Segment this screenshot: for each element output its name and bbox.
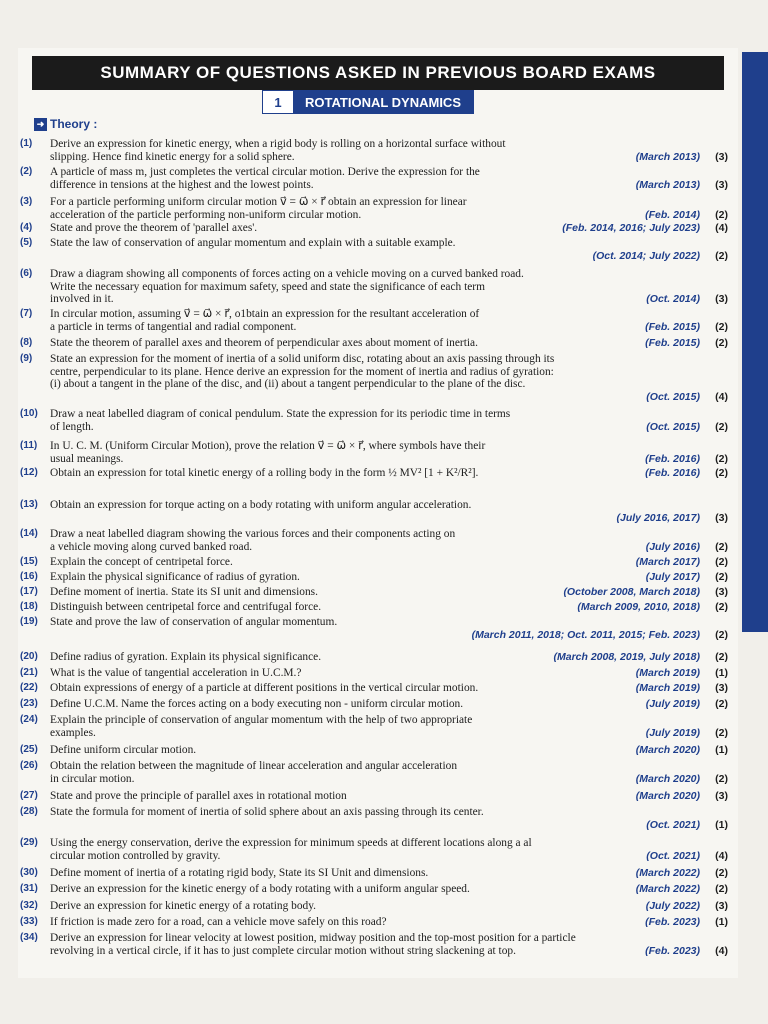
exam-source: (March 2020) (635, 790, 700, 802)
question-number: (28) (20, 806, 38, 817)
question-item (20, 806, 732, 831)
question-item (20, 867, 732, 880)
exam-source: (Feb. 2023) (645, 944, 700, 957)
question-line: centre, perpendicular to its plane. Hence derive an expression for the moment of inertia and radius of gyration: (50, 365, 554, 378)
marks-badge: (2) (715, 249, 728, 262)
question-item (20, 408, 732, 433)
marks-badge: (3) (715, 511, 728, 524)
question-line: a vehicle moving along curved banked road. (50, 540, 253, 553)
question-number: (14) (20, 528, 38, 539)
question-item (20, 499, 732, 524)
exam-source: (March 2017) (635, 556, 700, 568)
question-text (50, 440, 634, 465)
question-item (20, 556, 732, 569)
marks-badge: (2) (715, 726, 728, 739)
exam-source: (Feb. 2016) (645, 452, 700, 465)
question-line: Explain the physical significance of radius of gyration. (50, 571, 300, 583)
question-line: Explain the principle of conservation of angular momentum with the help of two appropriate (50, 714, 473, 726)
marks-badge: (1) (715, 744, 728, 756)
question-item (20, 308, 732, 333)
question-item (20, 760, 732, 785)
question-item (20, 837, 732, 862)
question-item (20, 268, 732, 306)
marks-badge: (4) (715, 390, 728, 403)
exam-source: (March 2022) (635, 867, 700, 879)
question-item (20, 353, 732, 403)
marks-badge: (2) (715, 571, 728, 583)
question-line: State and prove the theorem of 'parallel axes'. (50, 222, 258, 234)
question-text (50, 268, 634, 306)
question-number: (20) (20, 651, 38, 662)
question-text (50, 237, 634, 262)
question-line: In U. C. M. (Uniform Circular Motion), prove the relation v⃗ = ω⃗ × r⃗, where symbols have their (50, 440, 486, 452)
question-line: Derive an expression for the kinetic energy of a body rotating with a uniform angular speed. (50, 883, 470, 895)
question-item (20, 571, 732, 584)
question-item (20, 744, 732, 757)
marks-badge: (2) (715, 420, 728, 433)
question-text (50, 651, 634, 664)
exam-source: (March 2020) (635, 744, 700, 756)
marks-badge: (2) (715, 337, 728, 349)
exam-source: (Feb. 2015) (645, 320, 700, 333)
exam-source: (July 2022) (645, 900, 700, 912)
question-number: (21) (20, 667, 38, 678)
question-number: (13) (20, 499, 38, 510)
question-item (20, 714, 732, 739)
exam-source: (March 2009, 2010, 2018) (577, 601, 700, 613)
question-item (20, 196, 732, 221)
marks-badge: (3) (715, 900, 728, 912)
question-item (20, 586, 732, 599)
question-line: State the law of conservation of angular momentum and explain with a suitable example. (50, 237, 456, 249)
question-item (20, 166, 732, 191)
question-line (50, 819, 634, 832)
marks-badge: (2) (715, 208, 728, 221)
question-line (50, 250, 634, 263)
exam-source: (Feb. 2023) (645, 916, 700, 928)
question-line: (i) about a tangent in the plane of the disc, and (ii) about a tangent perpendicular to the plane of the disc. (50, 378, 526, 390)
question-text (50, 932, 634, 957)
question-text (50, 528, 634, 553)
question-line: slipping. Hence find kinetic energy for a solid sphere. (50, 150, 295, 163)
question-item (20, 138, 732, 163)
question-number: (30) (20, 867, 38, 878)
question-line: Define moment of inertia of a rotating rigid body, State its SI Unit and dimensions. (50, 867, 429, 879)
question-number: (10) (20, 408, 38, 419)
exam-source: (Oct. 2015) (646, 390, 700, 403)
question-text (50, 196, 634, 221)
exam-source: (Oct. 2014; July 2022) (592, 249, 700, 262)
question-line: Define U.C.M. Name the forces acting on a body executing non - uniform circular motion. (50, 698, 464, 710)
marks-badge: (4) (715, 222, 728, 234)
question-line: Obtain an expression for total kinetic energy of a rolling body in the form ½ MV² [1 + K²/R²]. (50, 467, 479, 479)
question-line: State and prove the law of conservation of angular momentum. (50, 616, 338, 628)
marks-badge: (3) (715, 150, 728, 163)
question-line: Obtain expressions of energy of a particle at different positions in the vertical circular motion. (50, 682, 479, 694)
question-number: (18) (20, 601, 38, 612)
question-text (50, 166, 634, 191)
question-line: Explain the concept of centripetal force. (50, 556, 233, 568)
exam-source: (March 2019) (635, 682, 700, 694)
question-number: (16) (20, 571, 38, 582)
question-text (50, 467, 634, 480)
exam-source: (Feb. 2014, 2016; July 2023) (562, 222, 700, 234)
chapter-heading (262, 90, 474, 114)
question-text (50, 499, 634, 524)
question-number: (5) (20, 237, 33, 248)
marks-badge: (2) (715, 772, 728, 785)
question-line: acceleration of the particle performing non-uniform circular motion. (50, 208, 362, 221)
question-line: State the theorem of parallel axes and theorem of perpendicular axes about moment of inertia. (50, 337, 478, 349)
question-line: Define uniform circular motion. (50, 744, 197, 756)
marks-badge: (2) (715, 467, 728, 479)
question-text (50, 353, 634, 403)
exam-source: (Oct. 2015) (646, 420, 700, 433)
exam-source: (July 2016) (645, 540, 700, 553)
arrow-icon: ➜ (34, 118, 47, 131)
question-line: Define moment of inertia. State its SI unit and dimensions. (50, 586, 318, 598)
exam-source: (March 2022) (635, 883, 700, 895)
question-item (20, 916, 732, 929)
question-number: (2) (20, 166, 33, 177)
question-text (50, 222, 634, 235)
chapter-name: ROTATIONAL DYNAMICS (293, 91, 473, 113)
question-line: circular motion controlled by gravity. (50, 849, 221, 862)
question-number: (33) (20, 916, 38, 927)
question-line: Draw a diagram showing all components of forces acting on a vehicle moving on a curved banked road. (50, 268, 524, 280)
marks-badge: (4) (715, 944, 728, 957)
page-title: SUMMARY OF QUESTIONS ASKED IN PREVIOUS BOARD EXAMS (32, 56, 724, 90)
exam-source: (July 2016, 2017) (616, 511, 700, 524)
marks-badge: (2) (715, 452, 728, 465)
question-line: Draw a neat labelled diagram showing the various forces and their components acting on (50, 528, 456, 540)
question-line: Define radius of gyration. Explain its physical significance. (50, 651, 322, 663)
marks-badge: (4) (715, 849, 728, 862)
question-text (50, 790, 634, 803)
question-number: (12) (20, 467, 38, 478)
exam-source: (March 2020) (635, 772, 700, 785)
question-text (50, 867, 634, 880)
question-number: (11) (20, 440, 38, 451)
question-line: Derive an expression for kinetic energy of a rotating body. (50, 900, 317, 912)
question-text (50, 586, 634, 599)
question-item (20, 237, 732, 262)
section-label (34, 117, 97, 131)
question-line: a particle in terms of tangential and radial component. (50, 320, 297, 333)
side-color-band (742, 52, 768, 632)
question-number: (15) (20, 556, 38, 567)
question-text (50, 308, 634, 333)
question-text (50, 883, 634, 896)
exam-source: (Oct. 2021) (646, 849, 700, 862)
question-number: (3) (20, 196, 33, 207)
question-item (20, 790, 732, 803)
exam-source: (October 2008, March 2018) (563, 586, 700, 598)
marks-badge: (2) (715, 601, 728, 613)
question-text (50, 714, 634, 739)
exam-source: (July 2019) (645, 726, 700, 739)
question-number: (24) (20, 714, 38, 725)
exam-source: (March 2008, 2019, July 2018) (553, 651, 700, 663)
question-number: (1) (20, 138, 33, 149)
question-text (50, 571, 634, 584)
question-line: What is the value of tangential acceleration in U.C.M.? (50, 667, 302, 679)
question-number: (7) (20, 308, 33, 319)
question-number: (23) (20, 698, 38, 709)
question-item (20, 440, 732, 465)
exam-source: (Feb. 2014) (645, 208, 700, 221)
question-item (20, 467, 732, 480)
question-number: (19) (20, 616, 38, 627)
marks-badge: (1) (715, 916, 728, 928)
question-text (50, 760, 634, 785)
question-item (20, 883, 732, 896)
marks-badge: (2) (715, 698, 728, 710)
exam-source: (Feb. 2016) (645, 467, 700, 479)
exam-source: (Oct. 2014) (646, 293, 700, 305)
question-line: in circular motion. (50, 772, 135, 785)
question-line: Obtain the relation between the magnitude of linear acceleration and angular acceleration (50, 760, 458, 772)
question-item (20, 682, 732, 695)
marks-badge: (2) (715, 883, 728, 895)
question-line: Distinguish between centripetal force and centrifugal force. (50, 601, 322, 613)
question-line: Derive an expression for kinetic energy, when a rigid body is rolling on a horizontal surface without (50, 138, 506, 150)
question-item (20, 528, 732, 553)
question-line: State and prove the principle of parallel axes in rotational motion (50, 790, 347, 802)
question-number: (4) (20, 222, 33, 233)
question-text (50, 556, 634, 569)
question-text (50, 667, 634, 680)
exam-source: (March 2019) (635, 667, 700, 679)
question-number: (34) (20, 932, 38, 943)
exam-source: (July 2019) (645, 698, 700, 710)
question-text (50, 900, 634, 913)
question-number: (25) (20, 744, 38, 755)
question-text (50, 337, 634, 350)
question-text (50, 744, 634, 757)
marks-badge: (3) (715, 586, 728, 598)
question-item (20, 698, 732, 711)
exam-source: (March 2013) (635, 150, 700, 163)
question-line: If friction is made zero for a road, can a vehicle move safely on this road? (50, 916, 387, 928)
question-line: usual meanings. (50, 452, 124, 465)
marks-badge: (3) (715, 293, 728, 305)
marks-badge: (2) (715, 867, 728, 879)
section-label-text: Theory : (50, 117, 98, 131)
question-text (50, 806, 634, 831)
chapter-number: 1 (263, 91, 293, 113)
question-line: Draw a neat labelled diagram of conical pendulum. State the expression for its periodic time in terms (50, 408, 511, 420)
question-line: Write the necessary equation for maximum safety, speed and state the significance of each term (50, 280, 485, 293)
exam-source: (July 2017) (645, 571, 700, 583)
question-line: Obtain an expression for torque acting on a body rotating with uniform angular acceleration. (50, 499, 472, 511)
question-number: (8) (20, 337, 33, 348)
question-item (20, 651, 732, 664)
question-item (20, 337, 732, 350)
question-text (50, 408, 634, 433)
question-item (20, 601, 732, 614)
question-line: State an expression for the moment of inertia of a solid uniform disc, rotating about an axis passing through its (50, 353, 555, 365)
marks-badge: (2) (715, 556, 728, 568)
question-number: (26) (20, 760, 38, 771)
question-line: For a particle performing uniform circular motion v⃗ = ω⃗ × r⃗ obtain an expression for linear (50, 196, 467, 208)
marks-badge: (2) (715, 320, 728, 333)
question-line: of length. (50, 420, 94, 433)
exam-source: (March 2011, 2018; Oct. 2011, 2015; Feb. 2023) (471, 628, 700, 641)
question-line: involved in it. (50, 293, 114, 305)
question-text (50, 682, 634, 695)
question-number: (9) (20, 353, 33, 364)
marks-badge: (2) (715, 540, 728, 553)
marks-badge: (3) (715, 790, 728, 802)
question-text (50, 698, 634, 711)
question-line (50, 512, 634, 525)
question-text (50, 601, 634, 614)
marks-badge: (1) (715, 667, 728, 679)
exam-source: (Oct. 2021) (646, 818, 700, 831)
question-line: Derive an expression for linear velocity at lowest position, midway position and the top-most position for a particle (50, 932, 576, 944)
question-number: (22) (20, 682, 38, 693)
question-line: Using the energy conservation, derive the expression for minimum speeds at different locations along a al (50, 837, 532, 849)
question-line: examples. (50, 726, 96, 739)
marks-badge: (2) (715, 628, 728, 641)
question-number: (29) (20, 837, 38, 848)
question-line: difference in tensions at the highest and the lowest points. (50, 178, 314, 191)
question-text (50, 138, 634, 163)
marks-badge: (2) (715, 651, 728, 663)
marks-badge: (1) (715, 818, 728, 831)
question-line: A particle of mass m, just completes the vertical circular motion. Derive the expression for the (50, 166, 480, 178)
question-text (50, 916, 634, 929)
question-number: (32) (20, 900, 38, 911)
question-line (50, 391, 634, 404)
question-item (20, 222, 732, 235)
marks-badge: (3) (715, 178, 728, 191)
exam-source: (Feb. 2015) (645, 337, 700, 349)
question-item (20, 900, 732, 913)
question-item (20, 616, 732, 641)
question-number: (6) (20, 268, 33, 279)
marks-badge: (3) (715, 682, 728, 694)
question-line: revolving in a vertical circle, if it has to just complete circular motion without string slackening at top. (50, 944, 516, 957)
question-line: State the formula for moment of inertia of solid sphere about an axis passing through its center. (50, 806, 484, 818)
question-number: (27) (20, 790, 38, 801)
question-item (20, 667, 732, 680)
question-line: In circular motion, assuming v⃗ = ω⃗ × r⃗, o1btain an expression for the resultant acceleration of (50, 308, 480, 320)
question-item (20, 932, 732, 957)
exam-source: (March 2013) (635, 178, 700, 191)
question-number: (31) (20, 883, 38, 894)
question-number: (17) (20, 586, 38, 597)
question-text (50, 837, 634, 862)
